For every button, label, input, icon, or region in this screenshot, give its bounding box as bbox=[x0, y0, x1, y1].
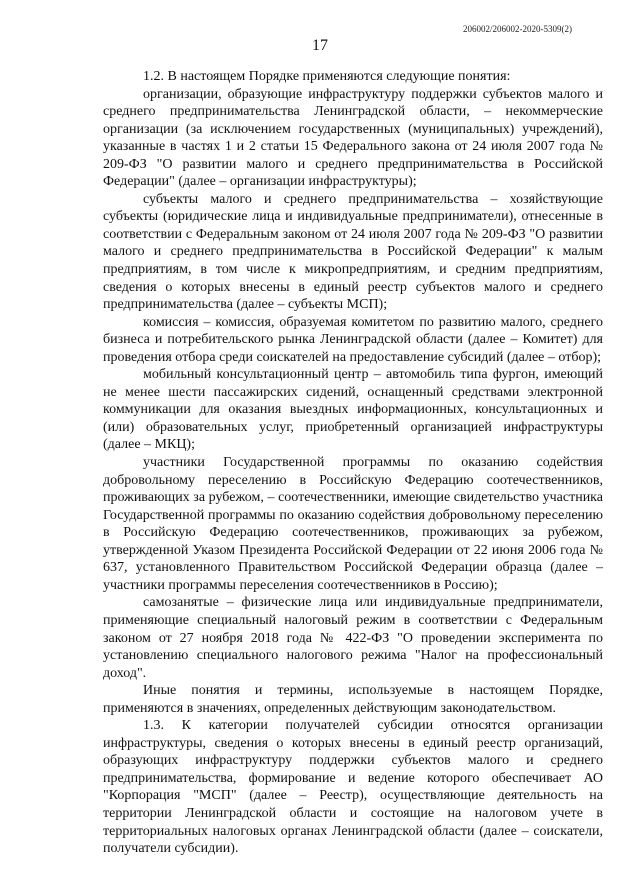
paragraph-msp-subjects: субъекты малого и среднего предпринимательства – хозяйствующие субъекты (юридические лица и индивидуальные предприниматели), отнесенные в соответствии с Федеральным законом от 24 июля 2007 года № 209-ФЗ "О развитии малого и среднего предпринимательства в Российской Федерации" к малым предприятиям, в том числе к микропредприятиям, и средним предприятиям, сведения о которых внесены в единый реестр субъектов малого и среднего предпринимательства (далее – субъекты МСП); bbox=[103, 191, 603, 313]
paragraph-mobile-center: мобильный консультационный центр – автомобиль типа фургон, имеющий не менее шести пассажирских сидений, оснащенный средствами электронной коммуникации для оказания выездных информационных, консультационных и (или) образовательных услуг, приобретенный организацией инфраструктуры (далее – МКЦ); bbox=[103, 367, 603, 453]
paragraph-recipient-category: 1.3. К категории получателей субсидии относятся организации инфраструктуры, сведения о которых внесены в единый реестр организаций, образующих инфраструктуру поддержки субъектов малого и среднего предпринимательства, формирование и ведение которого обеспечивает АО "Корпорация "МСП" (далее – Реестр), осуществляющие деятельность на территории Ленинградской области и состоящие на налоговом учете в территориальных налоговых органах Ленинградской области (далее – соискатели, получатели субсидии). bbox=[103, 718, 603, 857]
paragraph-infrastructure-orgs: организации, образующие инфраструктуру поддержки субъектов малого и среднего предпринимательства Ленинградской области, – некоммерческие организации (за исключением государственных (муниципальных) учреждений), указанные в частях 1 и 2 статьи 15 Федерального закона от 24 июля 2007 года № 209-ФЗ "О развитии малого и среднего предпринимательства в Российской Федерации" (далее – организации инфраструктуры); bbox=[103, 86, 603, 190]
paragraph-program-participants: участники Государственной программы по оказанию содействия добровольному переселению в Российскую Федерацию соотечественников, проживающих за рубежом, – соотечественники, имеющие свидетельство участника Государственной программы по оказанию содействия добровольному переселению в Российскую Федерацию соотечественников, проживающих за рубежом, утвержденной Указом Президента Российской Федерации от 22 июня 2006 года № 637, установленного Правительством Российской Федерации образца (далее – участники программы переселения соотечественников в Россию); bbox=[103, 455, 603, 593]
document-code: 206002/206002-2020-5309(2) bbox=[463, 24, 572, 34]
paragraph-self-employed: самозанятые – физические лица или индивидуальные предприниматели, применяющие специальный налоговый режим в соответствии с Федеральным законом от 27 ноября 2018 года № 422-ФЗ "О проведении эксперимента по установлению специального налогового режима "Налог на профессиональный доход". bbox=[103, 595, 603, 681]
page-number: 17 bbox=[312, 37, 328, 54]
paragraph-commission: комиссия – комиссия, образуемая комитетом по развитию малого, среднего бизнеса и потребительского рынка Ленинградской области (далее – Комитет) для проведения отбора среди соискателей на предоставление субсидий (далее – отбор); bbox=[103, 314, 603, 365]
document-body bbox=[103, 68, 603, 858]
paragraph-definitions-intro: 1.2. В настоящем Порядке применяются следующие понятия: bbox=[143, 69, 511, 84]
paragraph-other-terms: Иные понятия и термины, используемые в настоящем Порядке, применяются в значениях, определенных действующим законодательством. bbox=[103, 683, 603, 716]
